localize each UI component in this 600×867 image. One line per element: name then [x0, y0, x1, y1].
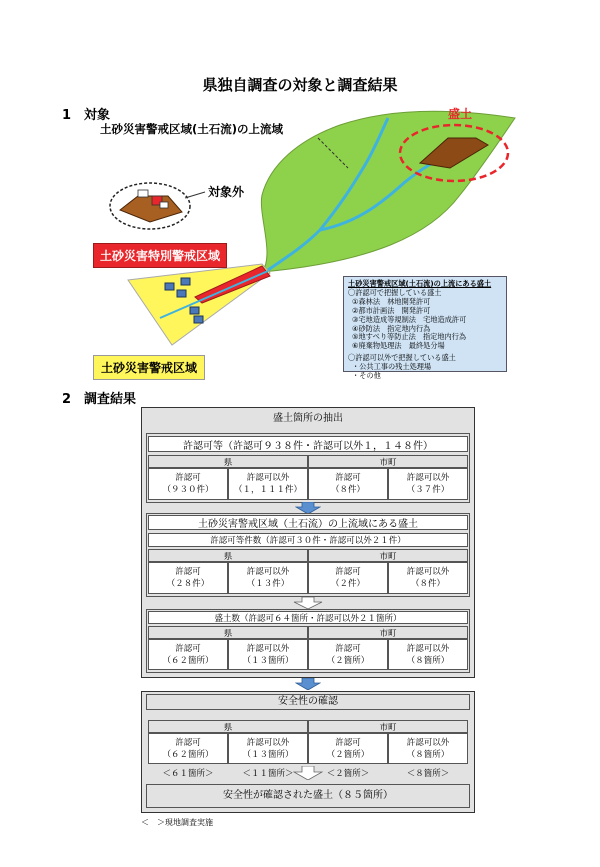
muni-header: 市町	[308, 455, 468, 468]
pref-header: 県	[148, 626, 308, 639]
legend-item: ・公共工事の残土処理場	[352, 362, 432, 372]
legend-item: ⑥廃棄物処理法 最終処分場	[352, 341, 445, 351]
count-cell: 許認可 （２箇所）	[308, 733, 388, 764]
count-cell: 許認可以外 （１３件）	[228, 562, 308, 594]
special-zone-label: 土砂災害特別警戒区域	[93, 243, 227, 268]
down-arrow-icon	[295, 678, 321, 690]
block3-subheader: 盛土数（許認可６４箇所・許認可以外２１箇所）	[148, 611, 468, 624]
legend-item: ④砂防法 指定地内行為	[352, 323, 431, 333]
site-check-count: ＜２箇所＞	[326, 769, 370, 779]
section-2-heading: 2 調査結果	[62, 392, 137, 407]
excluded-label: 対象外	[208, 185, 245, 199]
excluded-pointer	[185, 192, 205, 198]
down-arrow-icon	[293, 597, 323, 609]
count-cell: 許認可 （６２箇所）	[148, 733, 228, 764]
down-arrow-icon	[293, 766, 323, 780]
count-cell: 許認可以外 （８箇所）	[388, 733, 468, 764]
site-check-count: ＜８箇所＞	[406, 769, 450, 779]
site-check-count: ＜６１箇所＞	[162, 769, 214, 779]
block1-header: 許認可等（許認可９３８件・許認可以外１，１４８件）	[148, 436, 468, 452]
legend-group1-title: 〇許認可で把握している盛土	[348, 287, 442, 297]
extraction-title: 盛土箇所の抽出	[273, 413, 343, 424]
count-cell: 許認可 （８件）	[308, 468, 388, 500]
count-cell: 許認可以外 （１３箇所）	[228, 639, 308, 670]
count-cell: 許認可以外 （８箇所）	[388, 639, 468, 670]
legend-box	[343, 276, 507, 381]
moritsuchi-label: 盛土	[448, 107, 473, 121]
page-title: 県独自調査の対象と調査結果	[202, 76, 398, 94]
upstream-label: 土砂災害警戒区域(土石流)の上流域	[100, 122, 284, 136]
count-cell: 許認可 （９３０件）	[148, 468, 228, 500]
count-cell: 許認可以外 （８件）	[388, 562, 468, 594]
count-cell: 許認可 （２件）	[308, 562, 388, 594]
pref-header: 県	[148, 549, 308, 562]
count-cell: 許認可 （２箇所）	[308, 639, 388, 670]
count-cell: 許認可以外 （１，１１１件）	[228, 468, 308, 500]
muni-header: 市町	[308, 549, 468, 562]
count-cell: 許認可以外 （１３箇所）	[228, 733, 308, 764]
site-check-count: ＜１１箇所＞	[242, 769, 294, 779]
legend-item: ・その他	[352, 371, 381, 381]
count-cell: 許認可 （２８件）	[148, 562, 228, 594]
legend-item: ①森林法 林地開発許可	[352, 296, 431, 306]
safety-title: 安全性の確認	[146, 694, 470, 710]
pref-header: 県	[148, 455, 308, 468]
footnote: ＜ ＞現地調査実施	[141, 818, 213, 827]
section-1-heading: 1 対象	[62, 108, 111, 123]
muni-header: 市町	[308, 626, 468, 639]
legend-item: ⑤地すべり等防止法 指定地内行為	[352, 332, 467, 342]
legend-heading: 土砂災害警戒区域(土石流)の上流にある盛土	[348, 279, 492, 288]
block2-subheader: 許認可等件数（許認可３０件・許認可以外２１件）	[148, 533, 468, 547]
legend-item: ③宅地造成等規制法 宅地造成許可	[352, 314, 467, 324]
warning-zone-label: 土砂災害警戒区域	[93, 355, 205, 380]
muni-header: 市町	[308, 720, 468, 733]
result-box: 安全性が確認された盛土（８５箇所）	[146, 784, 470, 808]
count-cell: 許認可以外 （３７件）	[388, 468, 468, 500]
legend-item: ②都市計画法 開発許可	[352, 305, 431, 315]
legend-group2-title: 〇許認可以外で把握している盛土	[348, 353, 456, 363]
block2-header: 土砂災害警戒区域（土石流）の上流域にある盛土	[148, 515, 468, 530]
target-area-diagram	[0, 0, 600, 400]
count-cell: 許認可 （６２箇所）	[148, 639, 228, 670]
pref-header: 県	[148, 720, 308, 733]
